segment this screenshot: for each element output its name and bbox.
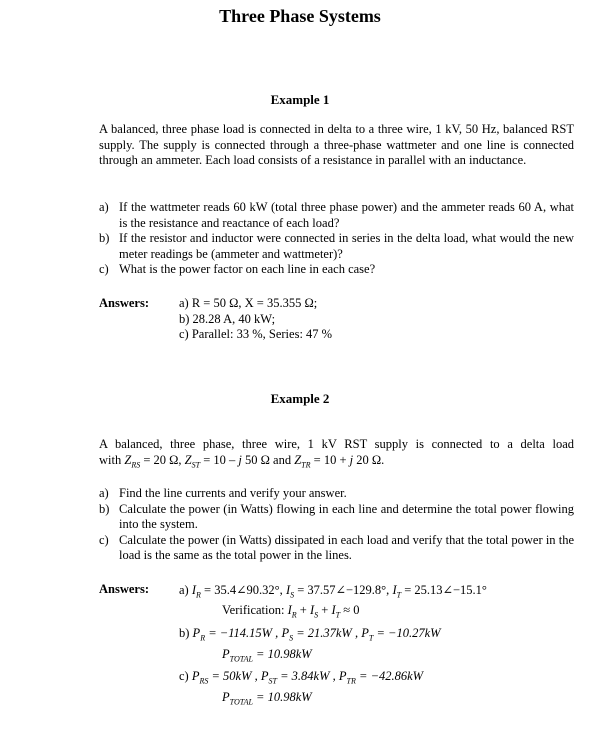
example-2-intro-line-2: with $Z_{RS} = 20$ Ω, $Z_{ST} = 10 - j$ 50 Ω and $Z_{TR} = 10 + j$ 20 Ω. <box>99 452 385 469</box>
example-1-heading: Example 1 <box>270 92 330 107</box>
example-2-verification: Verification: $I_R + I_S + I_T \approx 0$ <box>222 603 360 620</box>
question-marker: a) <box>99 200 109 214</box>
example-1-intro: A balanced, three phase load is connected in delta to a three wire, 1 kV, 50 Hz, balanced RST supply. The supply is connected through a three-phase wattmeter and one line is connected through an ammeter. Each load consists of a resistance in parallel with an inductance. <box>99 122 574 167</box>
question-text: Calculate the power (in Watts) flowing in each line and determine the total power flowing into the system. <box>119 501 574 531</box>
example-2-heading: Example 2 <box>270 391 330 406</box>
question-marker: c) <box>99 532 109 547</box>
example-1-question-c <box>99 262 574 278</box>
question-marker: b) <box>99 231 110 245</box>
question-marker: a) <box>99 486 109 500</box>
example-2-intro <box>99 437 574 473</box>
example-2-question-a <box>99 486 574 502</box>
page-title: Three Phase Systems <box>219 6 381 26</box>
example-2-total-power-b: $P_{TOTAL} = 10.98kW$ <box>222 647 312 664</box>
example-1-answer-c: c) Parallel: 33 %, Series: 47 % <box>179 327 333 341</box>
example-1-answer-a: a) R = 50 Ω, X = 35.355 Ω; <box>179 296 318 310</box>
question-text: If the resistor and inductor were connected in series in the delta load, what would the new meter readings be (ammeter and wattmeter)? <box>119 231 574 261</box>
example-2-answer-a: a) $I_R$ = 35.4∠90.32°, $I_S$ = 37.57∠−129.8°, $I_T$ = 25.13∠−15.1° <box>179 583 487 600</box>
question-marker: c) <box>99 262 109 276</box>
example-2-question-c <box>99 533 574 564</box>
example-1-answer-b: b) 28.28 A, 40 kW; <box>179 312 276 326</box>
example-2-answer-c: c) $P_{RS} = 50kW$ , $P_{ST} = 3.84kW$ , $P_{TR} = -42.86kW$ <box>179 669 424 686</box>
example-1-questions <box>99 200 574 278</box>
question-text: Find the line currents and verify your answer. <box>119 486 347 500</box>
example-1-question-a <box>99 200 574 231</box>
example-2-question-b <box>99 502 574 533</box>
example-2-answers-label: Answers: <box>99 582 149 596</box>
question-text: What is the power factor on each line in each case? <box>119 262 376 276</box>
question-text: If the wattmeter reads 60 kW (total three phase power) and the ammeter reads 60 A, what is the resistance and reactance of each load? <box>119 200 574 230</box>
example-1-question-b <box>99 231 574 262</box>
example-2-questions <box>99 486 574 564</box>
question-text: Calculate the power (in Watts) dissipated in each load and verify that the total power in the load is the same as the total power in the lines. <box>119 532 574 562</box>
example-2-intro-line-1: A balanced, three phase, three wire, 1 kV RST supply is connected to a delta load <box>99 437 574 451</box>
question-marker: b) <box>99 501 110 516</box>
example-1-answers-label: Answers: <box>99 296 149 310</box>
example-2-total-power-c: $P_{TOTAL} = 10.98kW$ <box>222 690 312 707</box>
example-2-answer-b: b) $P_R = -114.15W$ , $P_S = 21.37kW$ , $P_T = -10.27kW$ <box>179 626 441 643</box>
